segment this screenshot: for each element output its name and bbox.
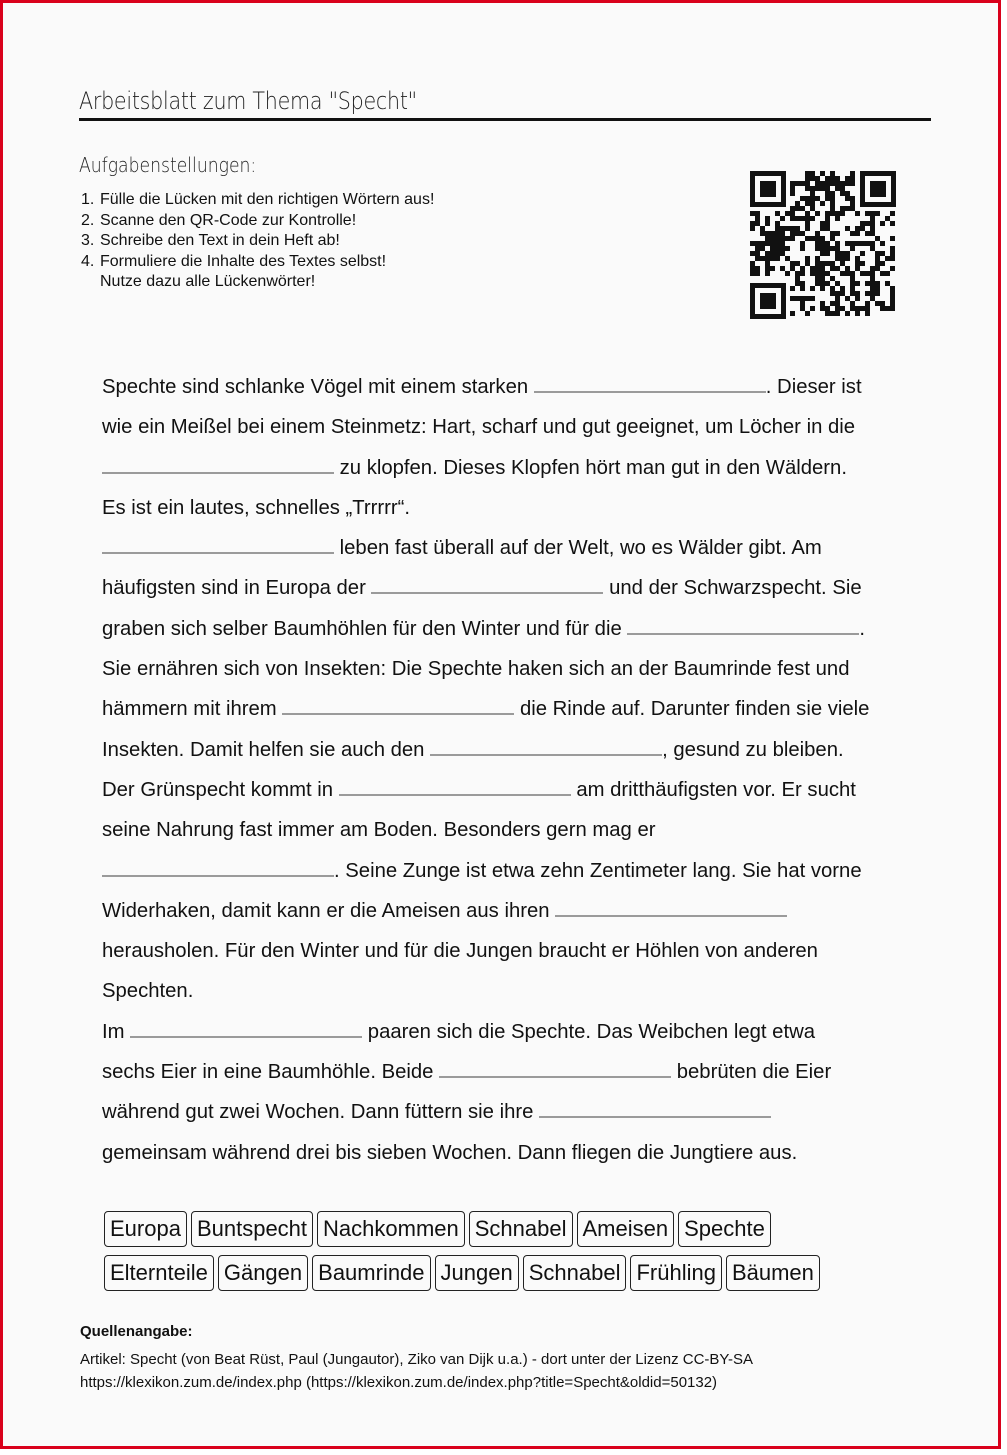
word-chip[interactable]: Nachkommen	[317, 1211, 465, 1247]
title-underline	[79, 118, 931, 121]
text-segment: gemeinsam während drei bis sieben Wochen. Dann fliegen die Jungtiere aus.	[102, 1141, 798, 1164]
text-line	[102, 853, 869, 893]
blank-gap[interactable]	[102, 853, 334, 877]
word-chip[interactable]: Schnabel	[523, 1255, 627, 1291]
tasks-heading: Aufgabenstellungen:	[79, 153, 257, 177]
blank-gap[interactable]	[439, 1054, 671, 1078]
text-line	[102, 893, 869, 933]
text-segment: .	[859, 617, 866, 640]
source-link[interactable]: https://klexikon.zum.de/index.php (https://klexikon.zum.de/index.php?title=Specht&oldid=50132)	[80, 1373, 718, 1391]
text-segment: herausholen. Für den Winter und für die Jungen braucht er Höhlen von anderen	[102, 940, 818, 963]
text-segment: graben sich selber Baumhöhlen für den Winter und für die	[102, 617, 628, 640]
word-chip[interactable]: Spechte	[678, 1211, 771, 1247]
task-item: 2. Scanne den QR-Code zur Kontrolle!	[81, 211, 357, 229]
task-item: 3. Schreibe den Text in dein Heft ab!	[81, 232, 340, 250]
text-line	[102, 369, 869, 409]
text-segment: häufigsten sind in Europa der	[102, 577, 372, 600]
text-line	[102, 933, 869, 973]
text-segment: , gesund zu bleiben.	[662, 738, 844, 761]
text-line	[102, 611, 869, 651]
text-segment: Spechten.	[102, 980, 194, 1003]
text-line	[102, 1014, 869, 1054]
text-line	[102, 1054, 869, 1094]
text-segment: paaren sich die Spechte. Das Weibchen legt etwa	[362, 1020, 816, 1043]
word-chip[interactable]: Buntspecht	[191, 1211, 313, 1247]
text-segment: Sie ernähren sich von Insekten: Die Spechte haken sich an der Baumrinde fest und	[102, 658, 850, 681]
text-line	[102, 409, 869, 449]
text-segment: . Dieser ist	[765, 376, 862, 398]
source-heading: Quellenangabe:	[80, 1323, 193, 1340]
text-segment: Es ist ein lautes, schnelles „Trrrrr“.	[102, 496, 411, 519]
qr-code-icon[interactable]	[748, 169, 898, 321]
task-item: 4. Formuliere die Inhalte des Textes selbst!	[81, 252, 387, 270]
text-segment: hämmern mit ihrem	[102, 698, 283, 721]
text-line	[102, 490, 869, 530]
blank-gap[interactable]	[102, 450, 334, 474]
text-line	[102, 973, 869, 1013]
word-chip[interactable]: Baumrinde	[312, 1255, 430, 1291]
text-segment: und der Schwarzspecht. Sie	[603, 577, 862, 600]
word-chip[interactable]: Europa	[104, 1211, 187, 1247]
blank-gap[interactable]	[130, 1014, 362, 1038]
text-segment: am dritthäufigsten vor. Er sucht	[570, 778, 856, 801]
text-line	[102, 812, 869, 852]
blank-gap[interactable]	[339, 772, 571, 796]
blank-gap[interactable]	[627, 611, 859, 635]
word-chip[interactable]: Frühling	[630, 1255, 721, 1291]
text-segment: Insekten. Damit helfen sie auch den	[102, 738, 431, 761]
text-segment: während gut zwei Wochen. Dann füttern sie ihre	[102, 1101, 540, 1124]
blank-gap[interactable]	[555, 893, 787, 917]
blank-gap[interactable]	[282, 691, 514, 715]
text-segment: bebrüten die Eier	[671, 1061, 832, 1084]
text-segment: seine Nahrung fast immer am Boden. Besonders gern mag er	[102, 819, 656, 842]
task-list	[81, 190, 434, 293]
text-line	[102, 1135, 869, 1175]
word-bank	[104, 1211, 824, 1299]
blank-gap[interactable]	[430, 732, 662, 756]
word-chip[interactable]: Elternteile	[104, 1255, 214, 1291]
text-line	[102, 1094, 869, 1134]
text-segment: Der Grünspecht kommt in	[102, 778, 339, 801]
text-line	[102, 772, 869, 812]
text-line	[102, 450, 869, 490]
task-continuation: Nutze dazu alle Lückenwörter!	[100, 273, 316, 291]
text-segment: Im	[102, 1020, 131, 1043]
word-chip[interactable]: Schnabel	[469, 1211, 573, 1247]
blank-gap[interactable]	[539, 1094, 771, 1118]
word-bank-row	[104, 1211, 824, 1255]
text-segment: Widerhaken, damit kann er die Ameisen aus ihren	[102, 899, 556, 922]
text-line	[102, 570, 869, 610]
text-line	[102, 691, 869, 731]
blank-gap[interactable]	[534, 369, 766, 393]
text-segment: zu klopfen. Dieses Klopfen hört man gut in den Wäldern.	[334, 456, 847, 479]
text-segment: wie ein Meißel bei einem Steinmetz: Hart, scharf und gut geeignet, um Löcher in die	[102, 416, 856, 439]
source-line: Artikel: Specht (von Beat Rüst, Paul (Jungautor), Ziko van Dijk u.a.) - dort unter der Lizenz CC-BY-SA	[80, 1351, 754, 1368]
blank-gap[interactable]	[102, 530, 334, 554]
text-line	[102, 732, 869, 772]
blank-gap[interactable]	[371, 570, 603, 594]
word-chip[interactable]: Gängen	[218, 1255, 308, 1291]
cloze-text	[102, 369, 869, 1175]
page-title: Arbeitsblatt zum Thema "Specht"	[79, 87, 417, 115]
text-line	[102, 530, 869, 570]
text-segment: Spechte sind schlanke Vögel mit einem starken	[102, 376, 534, 398]
text-line	[102, 651, 869, 691]
task-item: 1. Fülle die Lücken mit den richtigen Wörtern aus!	[81, 191, 435, 208]
source-text	[80, 1349, 753, 1394]
word-chip[interactable]: Jungen	[435, 1255, 519, 1291]
word-chip[interactable]: Ameisen	[577, 1211, 675, 1247]
text-segment: sechs Eier in eine Baumhöhle. Beide	[102, 1061, 440, 1084]
text-segment: die Rinde auf. Darunter finden sie viele	[514, 698, 870, 721]
word-chip[interactable]: Bäumen	[726, 1255, 820, 1291]
text-segment: leben fast überall auf der Welt, wo es Wälder gibt. Am	[334, 537, 822, 560]
text-segment: . Seine Zunge ist etwa zehn Zentimeter lang. Sie hat vorne	[334, 859, 862, 882]
word-bank-row	[104, 1255, 824, 1299]
